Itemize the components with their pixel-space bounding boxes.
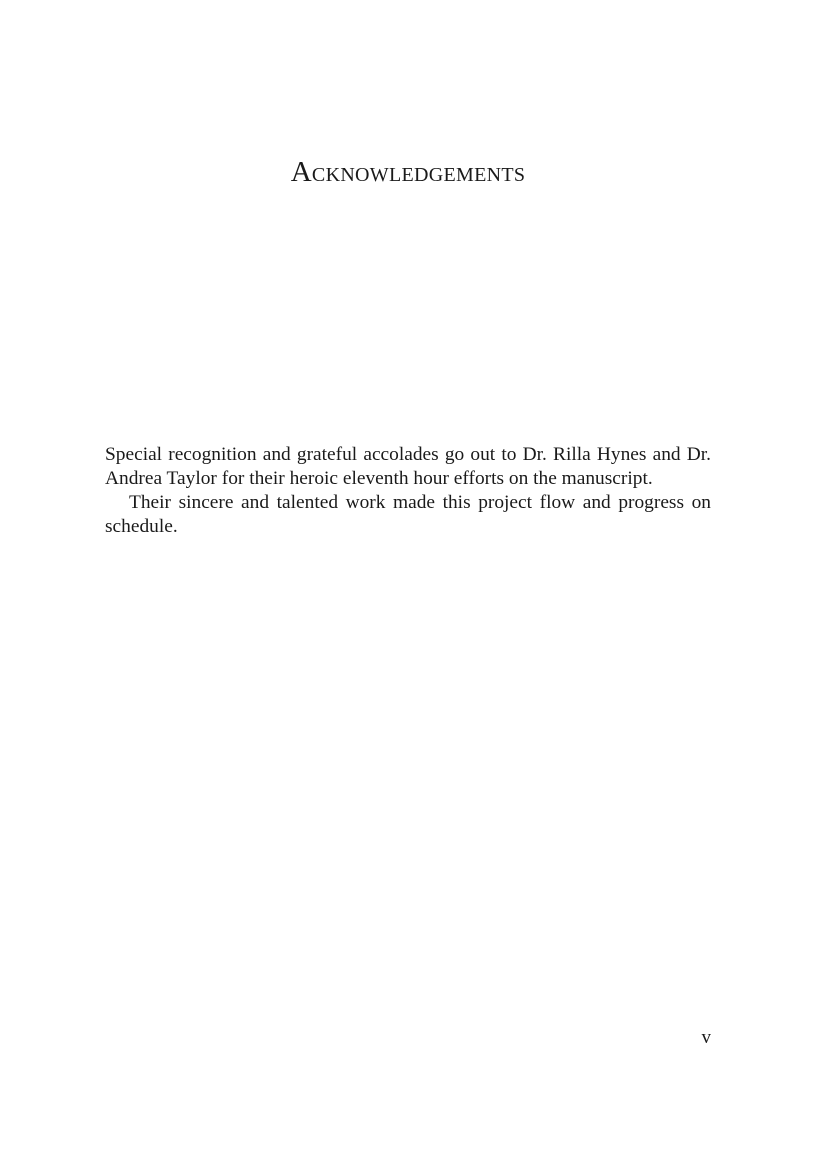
- page-number: v: [701, 1027, 711, 1048]
- paragraph-2: Their sincere and talented work made this project flow and progress on schedule.: [105, 492, 711, 537]
- paragraph-1: Special recognition and grateful accolades go out to Dr. Rilla Hynes and Dr. Andrea Taylor for their heroic eleventh hour efforts on the manuscript.: [105, 444, 711, 489]
- acknowledgement-body: [105, 443, 711, 539]
- page-title: Acknowledgements: [290, 156, 526, 188]
